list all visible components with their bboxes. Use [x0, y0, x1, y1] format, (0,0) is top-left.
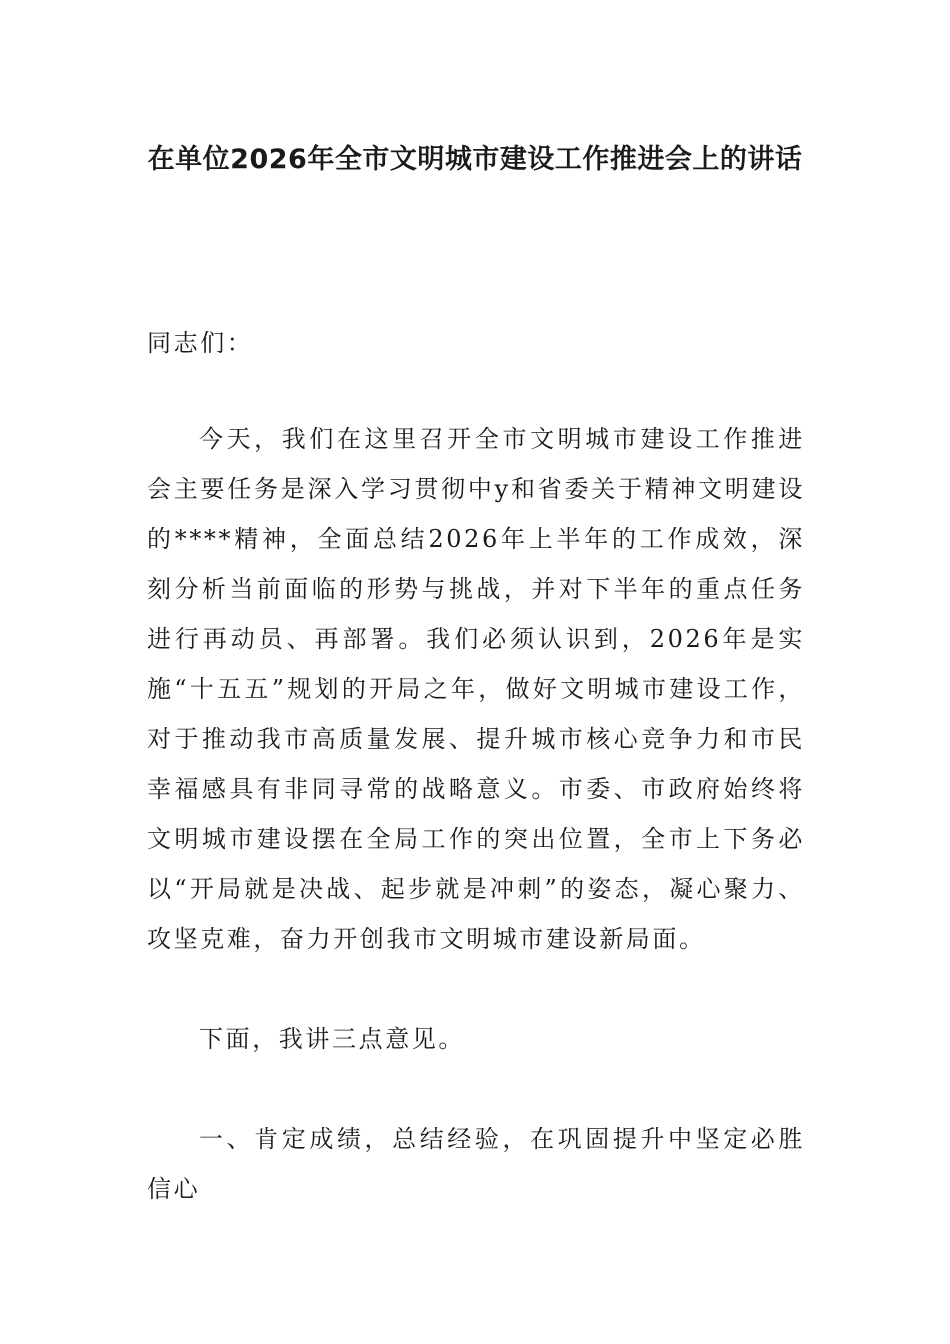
document-title: 在单位2026年全市文明城市建设工作推进会上的讲话	[147, 144, 803, 176]
paragraph-opening: 今天，我们在这里召开全市文明城市建设工作推进会主要任务是深入学习贯彻中y和省委关于精神文明建设的****精神，全面总结2026年上半年的工作成效，深刻分析当前面临的形势与挑战，并对下半年的重点任务进行再动员、再部署。我们必须认识到，2026年是实施“十五五”规划的开局之年，做好文明城市建设工作，对于推动我市高质量发展、提升城市核心竞争力和市民幸福感具有非同寻常的战略意义。市委、市政府始终将文明城市建设摆在全局工作的突出位置，全市上下务必以“开局就是决战、起步就是冲刺”的姿态，凝心聚力、攻坚克难，奋力开创我市文明城市建设新局面。	[147, 425, 805, 953]
salutation: 同志们：	[147, 329, 254, 357]
paragraph-intro-points: 下面，我讲三点意见。	[199, 1025, 465, 1053]
section-heading-one: 一、肯定成绩，总结经验，在巩固提升中坚定必胜信心	[147, 1125, 805, 1203]
